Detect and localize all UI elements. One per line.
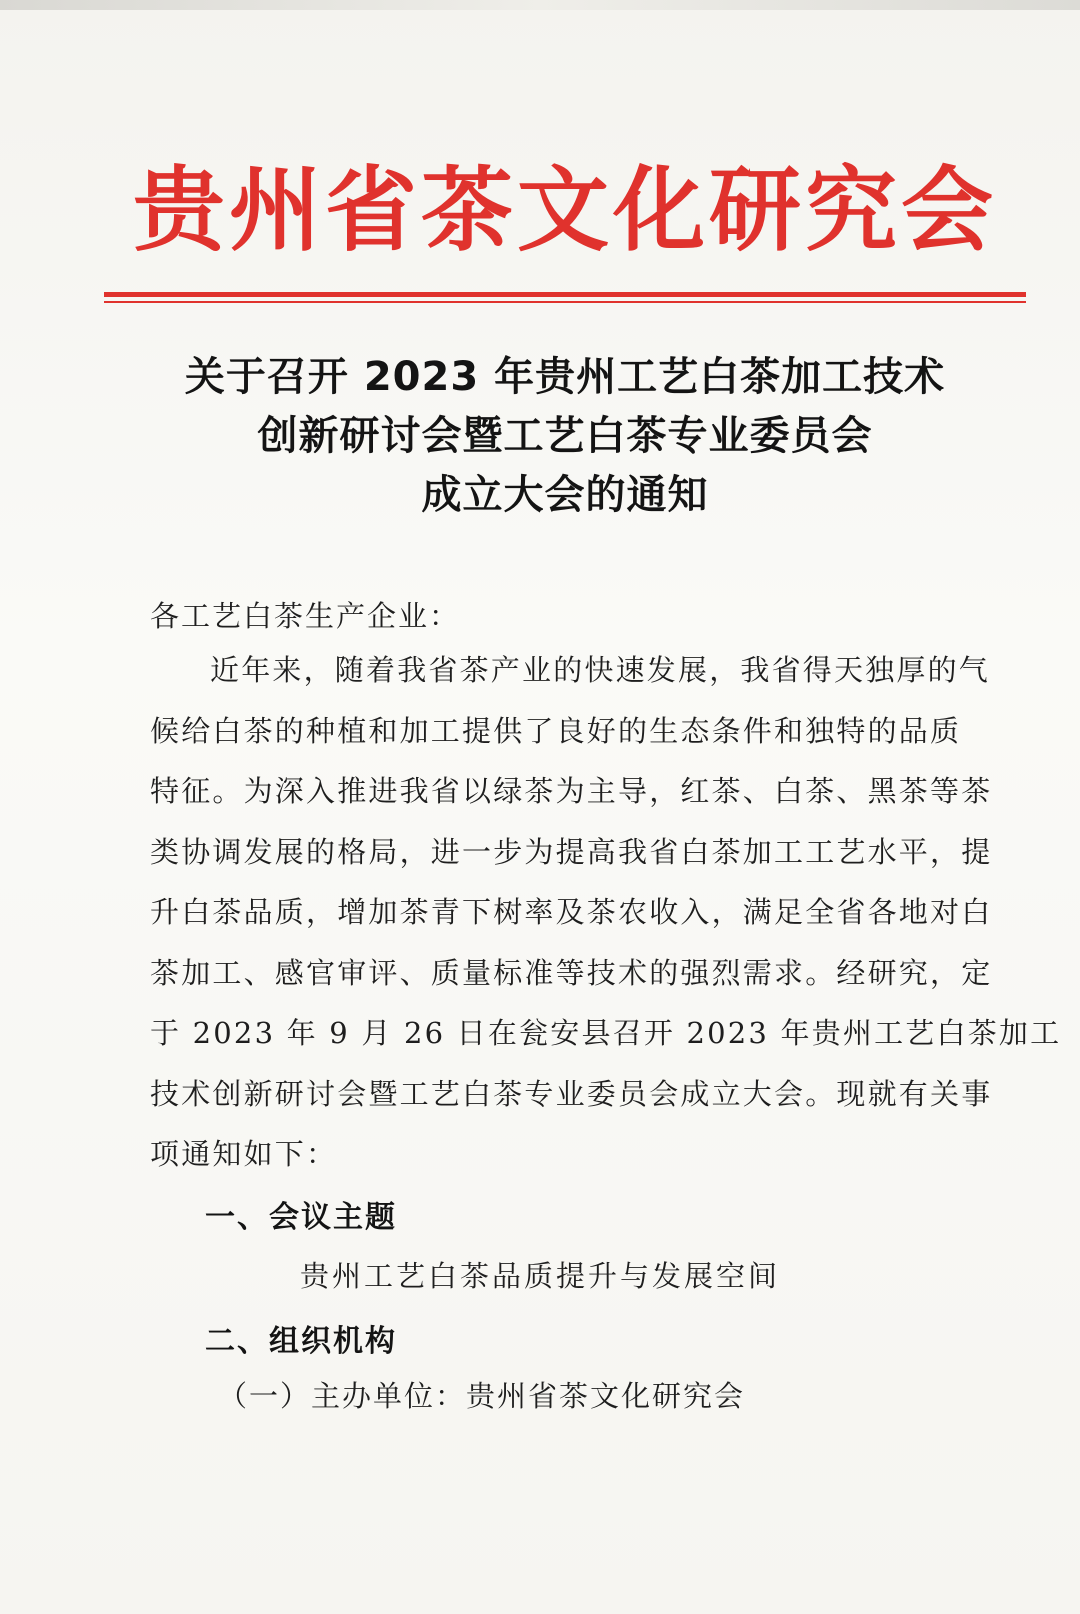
body-paragraph (150, 640, 1062, 1185)
paragraph-line: 近年来，随着我省茶产业的快速发展，我省得天独厚的气 (210, 653, 991, 687)
salutation: 各工艺白茶生产企业： (150, 599, 461, 633)
letterhead-red-rule (104, 292, 1026, 297)
paragraph-line: 技术创新研讨会暨工艺白茶专业委员会成立大会。现就有关事 (150, 1076, 993, 1111)
paragraph-line: 茶加工、感官审评、质量标准等技术的强烈需求。经研究，定 (150, 955, 993, 990)
paragraph-line: 于 2023 年 9 月 26 日在瓮安县召开 2023 年贵州工艺白茶加工 (150, 1016, 1062, 1050)
paragraph-line: 特征。为深入推进我省以绿茶为主导，红茶、白茶、黑茶等茶 (150, 774, 993, 808)
letterhead-red-rule-thin (104, 301, 1026, 303)
paragraph-line: 升白茶品质，增加茶青下树率及茶农收入，满足全省各地对白 (150, 895, 993, 929)
notice-title-line: 关于召开 2023 年贵州工艺白茶加工技术 (184, 354, 946, 400)
paragraph-line: 候给白茶的种植和加工提供了良好的生态条件和独特的品质 (150, 713, 962, 748)
scan-top-edge (0, 0, 1080, 10)
notice-title-line: 成立大会的通知 (421, 472, 709, 518)
section-heading-organization: 二、组织机构 (205, 1324, 397, 1359)
paragraph-line: 项通知如下： (150, 1137, 338, 1171)
section-heading-meeting-theme: 一、会议主题 (205, 1200, 397, 1235)
notice-title (100, 348, 1030, 525)
paragraph-line: 类协调发展的格局，进一步为提高我省白茶加工工艺水平，提 (150, 834, 993, 869)
letterhead-org-name: 贵州省茶文化研究会 (132, 156, 997, 264)
meeting-theme-text: 贵州工艺白茶品质提升与发展空间 (300, 1259, 781, 1293)
organizer-item: （一）主办单位：贵州省茶文化研究会 (218, 1379, 746, 1413)
notice-title-line: 创新研讨会暨工艺白茶专业委员会 (257, 413, 873, 459)
